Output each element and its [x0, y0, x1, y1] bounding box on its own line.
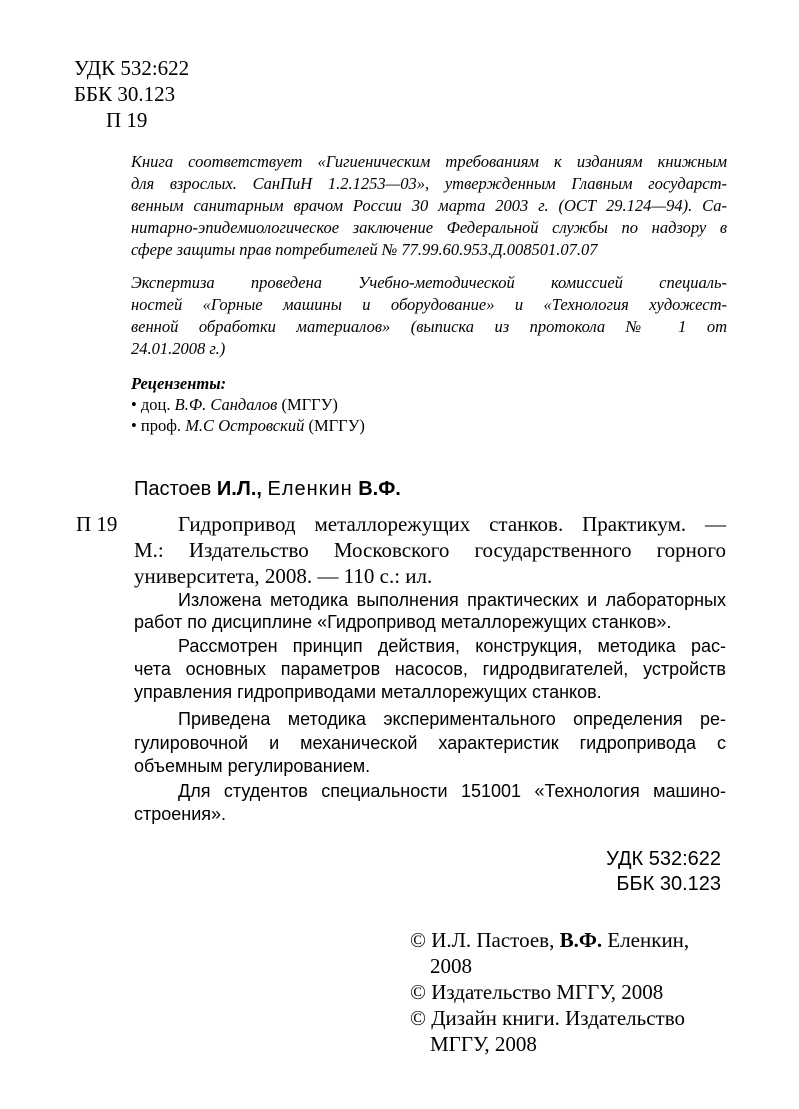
hygiene-line: венным санитарным врачом России 30 марта 2003 г. (ОСТ 29.124—94). Са-: [131, 196, 727, 215]
bbk-code-bottom: ББК 30.123: [616, 873, 721, 895]
author-1-surname: Пастоев: [134, 478, 212, 500]
hygiene-line: сфере защиты прав потребителей № 77.99.60.953.Д.008501.07.07: [131, 240, 598, 259]
annotation-line: объемным регулированием.: [134, 756, 371, 776]
reviewer-org: (МГГУ): [308, 416, 365, 435]
reviewer-rank: • доц.: [131, 395, 171, 414]
bibliographic-mark: П 19: [76, 512, 118, 536]
author-2-surname: Еленкин: [267, 478, 353, 500]
bibliographic-line: Гидропривод металлорежущих станков. Практикум. —: [178, 512, 726, 536]
udk-code-bottom: УДК 532:622: [606, 848, 721, 870]
copyright-authors-prefix: © И.Л. Пастоев,: [410, 928, 555, 952]
bbk-code: ББК 30.123: [74, 82, 176, 106]
annotation-line: чета основных параметров насосов, гидродвигателей, устройств: [134, 659, 726, 679]
hygiene-line: нитарно-эпидемиологическое заключение Федеральной службы по надзору в: [131, 218, 727, 237]
copyright-authors: [410, 928, 689, 953]
annotation-line: гулировочной и механической характеристик гидропривода с: [134, 733, 726, 753]
author-mark: П 19: [106, 108, 148, 132]
copyright-design-cont: МГГУ, 2008: [430, 1032, 537, 1056]
copyright-authors-year: 2008: [430, 954, 472, 978]
copyright-authors-suffix: Еленкин,: [607, 928, 690, 952]
reviewer-rank: • проф.: [131, 416, 182, 435]
reviewer-name: В.Ф. Сандалов: [174, 395, 278, 414]
reviewer-item: [131, 395, 338, 415]
udk-code: УДК 532:622: [74, 56, 190, 80]
bibliographic-line: университета, 2008. — 110 с.: ил.: [134, 564, 433, 588]
annotation-line: Изложена методика выполнения практических и лабораторных: [178, 590, 726, 610]
expertise-line: венной обработки материалов» (выписка из протокола № 1 от: [131, 317, 727, 336]
authors-line: [134, 478, 401, 501]
hygiene-line: Книга соответствует «Гигиеническим требованиям к изданиям книжным: [131, 152, 727, 171]
expertise-line: 24.01.2008 г.): [131, 339, 226, 358]
reviewer-item: [131, 416, 365, 436]
annotation-line: управления гидроприводами металлорежущих станков.: [134, 682, 602, 702]
author-2-initials: В.Ф.: [358, 478, 401, 500]
reviewers-heading: Рецензенты:: [131, 374, 227, 393]
bibliographic-line: М.: Издательство Московского государственного горного: [134, 538, 726, 562]
annotation-line: Рассмотрен принцип действия, конструкция, методика рас-: [178, 636, 726, 656]
expertise-line: ностей «Горные машины и оборудование» и «Технология художест-: [131, 295, 727, 314]
reviewer-name: М.С Островский: [185, 416, 305, 435]
annotation-line: работ по дисциплине «Гидропривод металлорежущих станков».: [134, 612, 672, 632]
copyright-design: © Дизайн книги. Издательство: [410, 1006, 686, 1030]
expertise-line: Экспертиза проведена Учебно-методической комиссией специаль-: [131, 273, 727, 292]
annotation-line: Приведена методика экспериментального определения ре-: [178, 709, 726, 729]
copyright-publisher: © Издательство МГГУ, 2008: [410, 980, 664, 1004]
hygiene-line: для взрослых. СанПиН 1.2.1253—03», утвержденным Главным государст-: [131, 174, 727, 193]
author-1-initials: И.Л.,: [216, 478, 262, 500]
reviewer-org: (МГГУ): [281, 395, 338, 414]
copyright-authors-bold: В.Ф.: [559, 928, 603, 952]
annotation-line: строения».: [134, 804, 227, 824]
annotation-line: Для студентов специальности 151001 «Технология машино-: [178, 781, 726, 801]
